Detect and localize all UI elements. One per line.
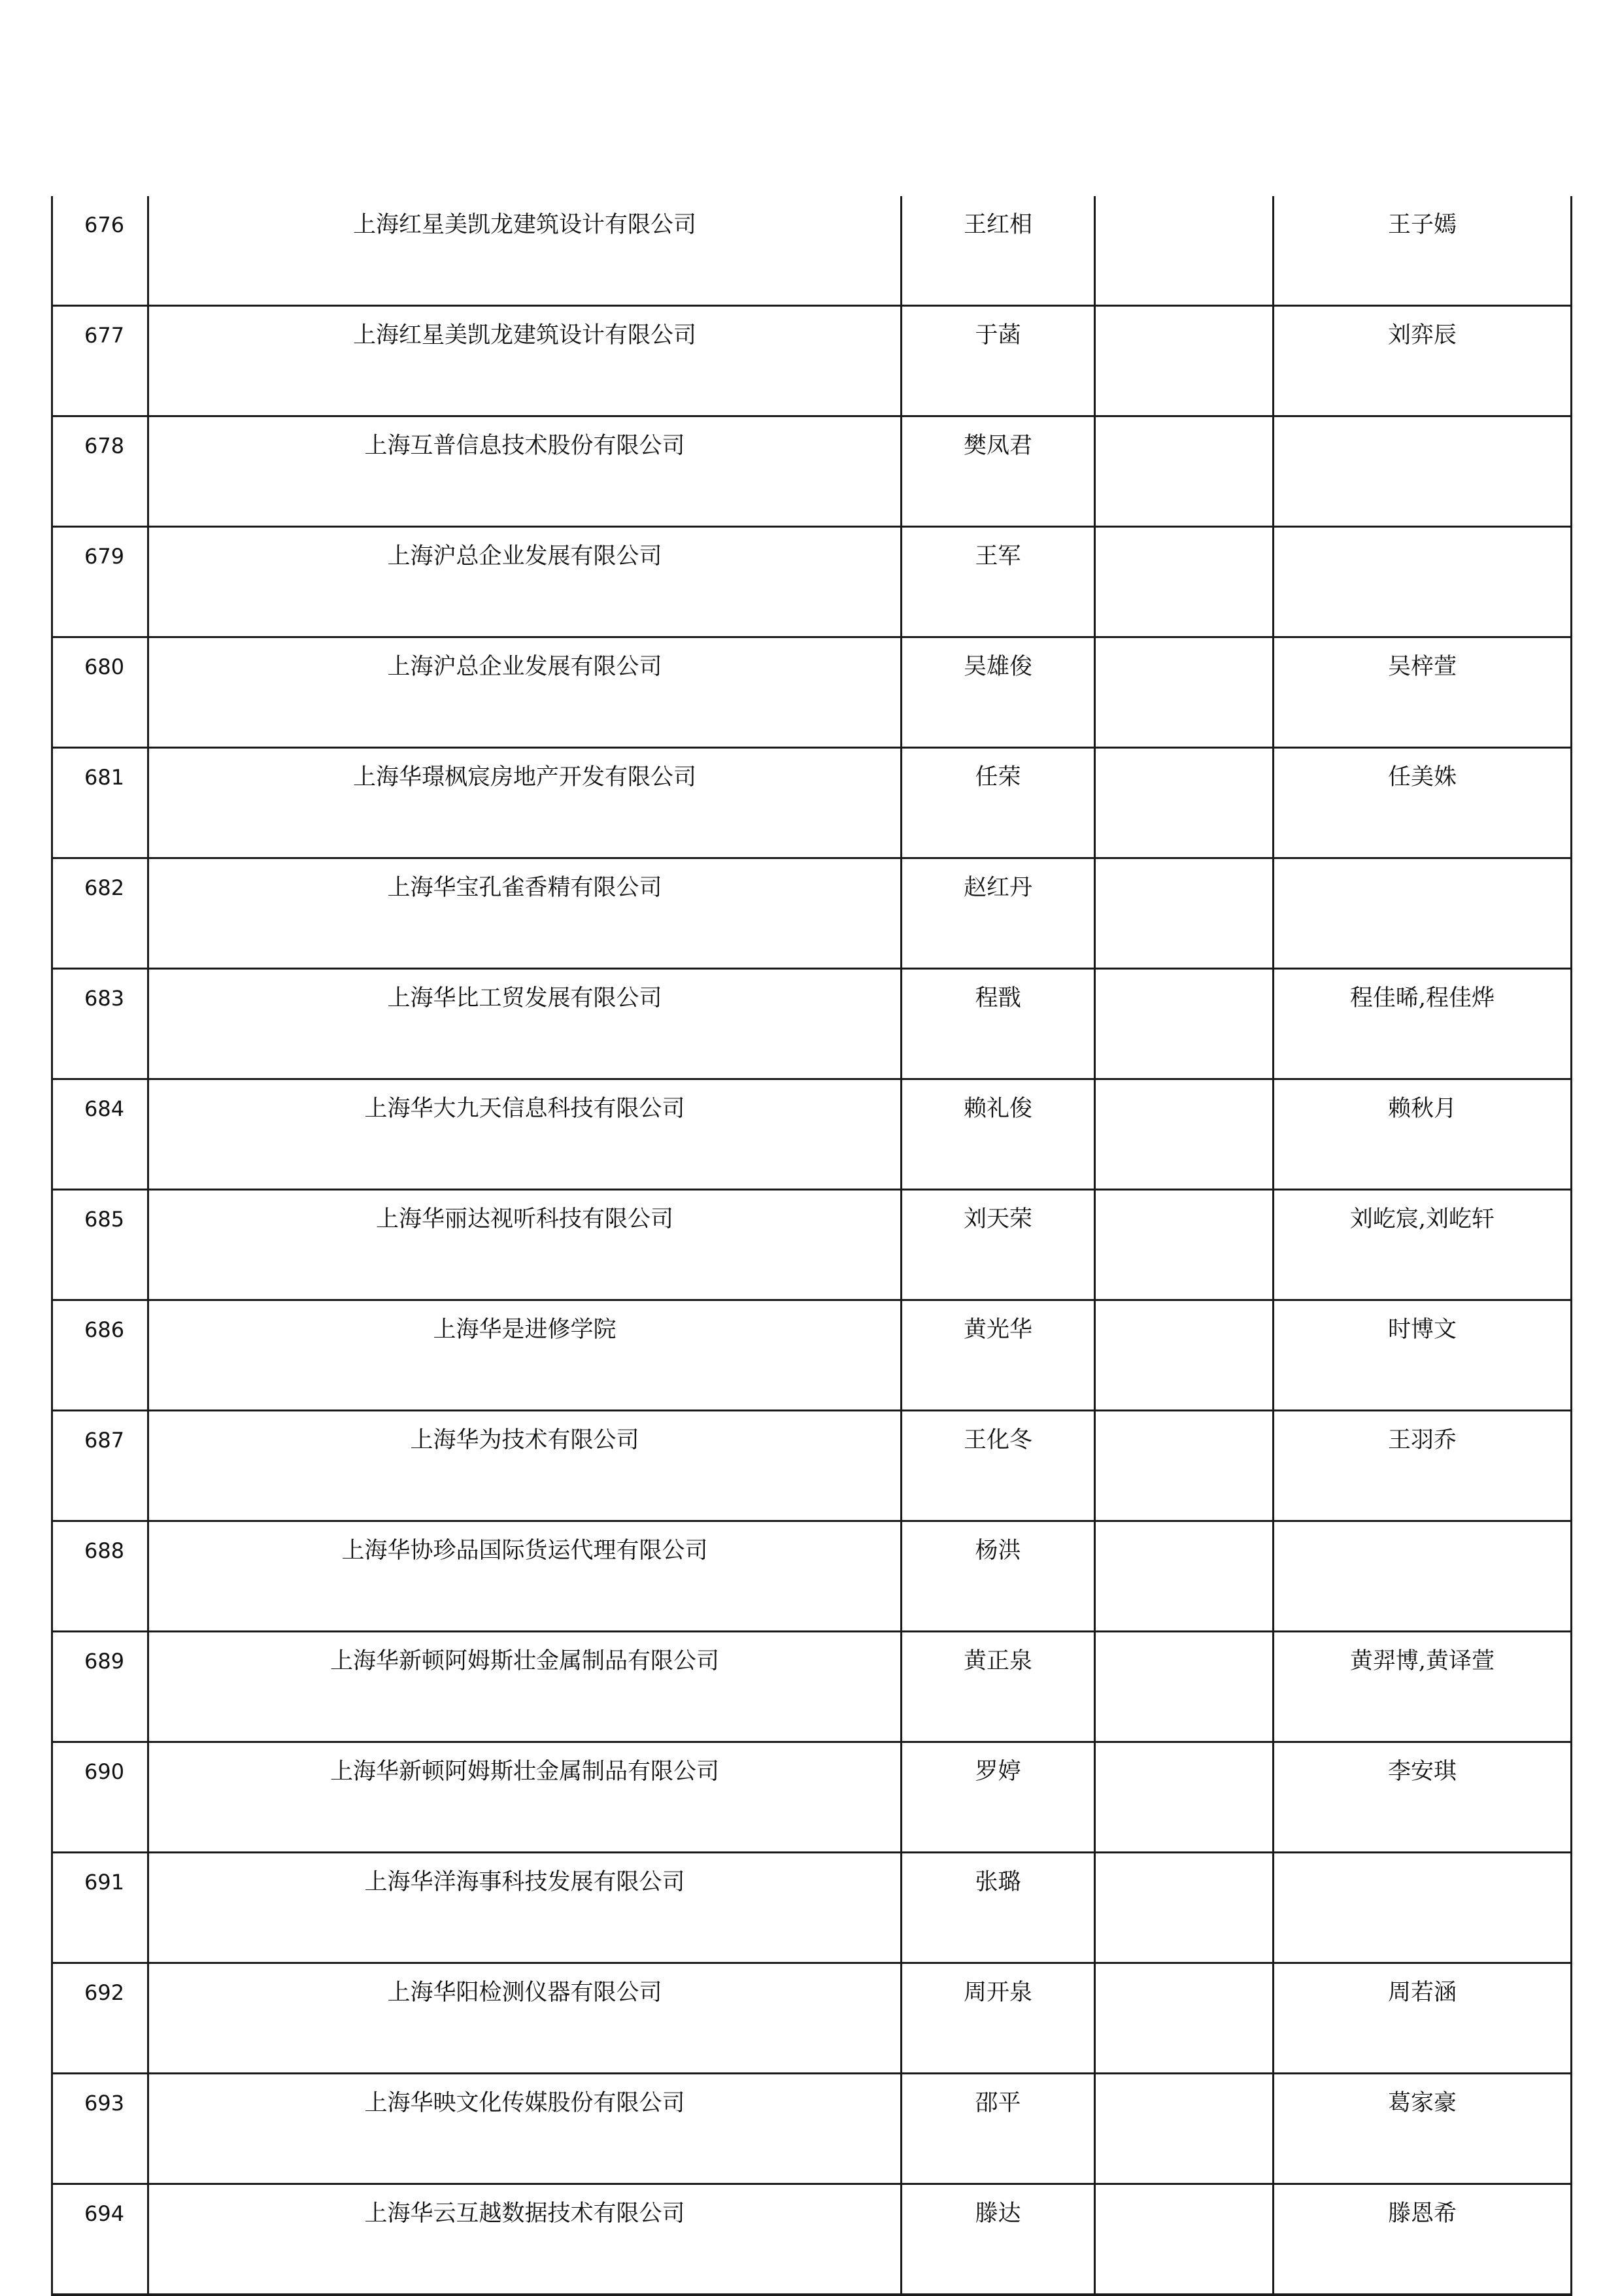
blank-cell: [1095, 1190, 1274, 1300]
company-cell: 上海沪总企业发展有限公司: [148, 527, 902, 637]
blank-cell: [1095, 1632, 1274, 1742]
blank-cell: [1095, 527, 1274, 637]
company-cell: 上海华璟枫宸房地产开发有限公司: [148, 748, 902, 858]
company-cell: 上海华阳检测仪器有限公司: [148, 1963, 902, 2074]
children-names-cell: [1274, 858, 1572, 969]
table-row: [52, 527, 1572, 637]
children-names-cell: 时博文: [1274, 1300, 1572, 1411]
table-row: [52, 1742, 1572, 1853]
employee-name-cell: 黄正泉: [902, 1632, 1095, 1742]
employee-name-cell: 王军: [902, 527, 1095, 637]
company-cell: 上海互普信息技术股份有限公司: [148, 416, 902, 527]
table-row: [52, 1853, 1572, 1963]
row-number-cell: 678: [52, 416, 148, 527]
table-row: [52, 306, 1572, 416]
children-names-cell: [1274, 1853, 1572, 1963]
blank-cell: [1095, 1521, 1274, 1632]
children-names-cell: 任美姝: [1274, 748, 1572, 858]
employee-name-cell: 王化冬: [902, 1411, 1095, 1521]
company-cell: 上海华丽达视听科技有限公司: [148, 1190, 902, 1300]
table-row: [52, 1190, 1572, 1300]
blank-cell: [1095, 1300, 1274, 1411]
employee-name-cell: 黄光华: [902, 1300, 1095, 1411]
row-number-cell: 689: [52, 1632, 148, 1742]
company-cell: 上海华宝孔雀香精有限公司: [148, 858, 902, 969]
blank-cell: [1095, 858, 1274, 969]
row-number-cell: 682: [52, 858, 148, 969]
blank-cell: [1095, 637, 1274, 748]
company-cell: 上海华新顿阿姆斯壮金属制品有限公司: [148, 1742, 902, 1853]
children-names-cell: [1274, 1521, 1572, 1632]
blank-cell: [1095, 969, 1274, 1079]
company-cell: 上海红星美凯龙建筑设计有限公司: [148, 306, 902, 416]
employee-name-cell: 于菡: [902, 306, 1095, 416]
employee-name-cell: 张璐: [902, 1853, 1095, 1963]
employee-name-cell: 滕达: [902, 2184, 1095, 2295]
blank-cell: [1095, 416, 1274, 527]
row-number-cell: 686: [52, 1300, 148, 1411]
row-number-cell: 693: [52, 2074, 148, 2184]
table-row: [52, 2184, 1572, 2295]
children-names-cell: 王子嫣: [1274, 196, 1572, 306]
row-number-cell: 683: [52, 969, 148, 1079]
company-cell: 上海华映文化传媒股份有限公司: [148, 2074, 902, 2184]
children-names-cell: [1274, 527, 1572, 637]
table-row: [52, 858, 1572, 969]
row-number-cell: 690: [52, 1742, 148, 1853]
blank-cell: [1095, 306, 1274, 416]
children-names-cell: 黄羿博,黄译萱: [1274, 1632, 1572, 1742]
row-number-cell: 681: [52, 748, 148, 858]
table-row: [52, 969, 1572, 1079]
company-cell: 上海沪总企业发展有限公司: [148, 637, 902, 748]
children-names-cell: 王羽乔: [1274, 1411, 1572, 1521]
blank-cell: [1095, 1411, 1274, 1521]
children-names-cell: 李安琪: [1274, 1742, 1572, 1853]
blank-cell: [1095, 1963, 1274, 2074]
employee-name-cell: 樊凤君: [902, 416, 1095, 527]
employee-name-cell: 杨洪: [902, 1521, 1095, 1632]
blank-cell: [1095, 1742, 1274, 1853]
table-row: [52, 1079, 1572, 1190]
children-names-cell: 滕恩希: [1274, 2184, 1572, 2295]
row-number-cell: 692: [52, 1963, 148, 2074]
row-number-cell: 685: [52, 1190, 148, 1300]
company-cell: 上海华是进修学院: [148, 1300, 902, 1411]
company-cell: 上海华协珍品国际货运代理有限公司: [148, 1521, 902, 1632]
children-names-cell: [1274, 416, 1572, 527]
employee-name-cell: 任荣: [902, 748, 1095, 858]
blank-cell: [1095, 196, 1274, 306]
children-names-cell: 刘弈辰: [1274, 306, 1572, 416]
company-cell: 上海华比工贸发展有限公司: [148, 969, 902, 1079]
blank-cell: [1095, 1079, 1274, 1190]
row-number-cell: 684: [52, 1079, 148, 1190]
employee-name-cell: 刘天荣: [902, 1190, 1095, 1300]
blank-cell: [1095, 1853, 1274, 1963]
table-row: [52, 1521, 1572, 1632]
employee-name-cell: 赖礼俊: [902, 1079, 1095, 1190]
employee-name-cell: 程戬: [902, 969, 1095, 1079]
table-row: [52, 748, 1572, 858]
blank-cell: [1095, 748, 1274, 858]
table-row: [52, 637, 1572, 748]
row-number-cell: 677: [52, 306, 148, 416]
employee-name-cell: 罗婷: [902, 1742, 1095, 1853]
employee-name-cell: 吴雄俊: [902, 637, 1095, 748]
row-number-cell: 679: [52, 527, 148, 637]
employee-name-cell: 邵平: [902, 2074, 1095, 2184]
row-number-cell: 688: [52, 1521, 148, 1632]
row-number-cell: 687: [52, 1411, 148, 1521]
table-row: [52, 1632, 1572, 1742]
table-row: [52, 1963, 1572, 2074]
row-number-cell: 680: [52, 637, 148, 748]
blank-cell: [1095, 2184, 1274, 2295]
roster-table: [51, 196, 1572, 2296]
row-number-cell: 676: [52, 196, 148, 306]
children-names-cell: 刘屹宸,刘屹轩: [1274, 1190, 1572, 1300]
company-cell: 上海华新顿阿姆斯壮金属制品有限公司: [148, 1632, 902, 1742]
children-names-cell: 葛家豪: [1274, 2074, 1572, 2184]
company-cell: 上海华洋海事科技发展有限公司: [148, 1853, 902, 1963]
row-number-cell: 691: [52, 1853, 148, 1963]
children-names-cell: 程佳晞,程佳烨: [1274, 969, 1572, 1079]
table-row: [52, 1411, 1572, 1521]
table-row: [52, 2074, 1572, 2184]
row-number-cell: 694: [52, 2184, 148, 2295]
company-cell: 上海华云互越数据技术有限公司: [148, 2184, 902, 2295]
children-names-cell: 吴梓萱: [1274, 637, 1572, 748]
children-names-cell: 周若涵: [1274, 1963, 1572, 2074]
employee-name-cell: 周开泉: [902, 1963, 1095, 2074]
roster-table-body: [52, 196, 1572, 2295]
table-row: [52, 416, 1572, 527]
employee-name-cell: 赵红丹: [902, 858, 1095, 969]
table-row: [52, 1300, 1572, 1411]
employee-name-cell: 王红相: [902, 196, 1095, 306]
table-row: [52, 196, 1572, 306]
company-cell: 上海红星美凯龙建筑设计有限公司: [148, 196, 902, 306]
children-names-cell: 赖秋月: [1274, 1079, 1572, 1190]
company-cell: 上海华大九天信息科技有限公司: [148, 1079, 902, 1190]
blank-cell: [1095, 2074, 1274, 2184]
company-cell: 上海华为技术有限公司: [148, 1411, 902, 1521]
